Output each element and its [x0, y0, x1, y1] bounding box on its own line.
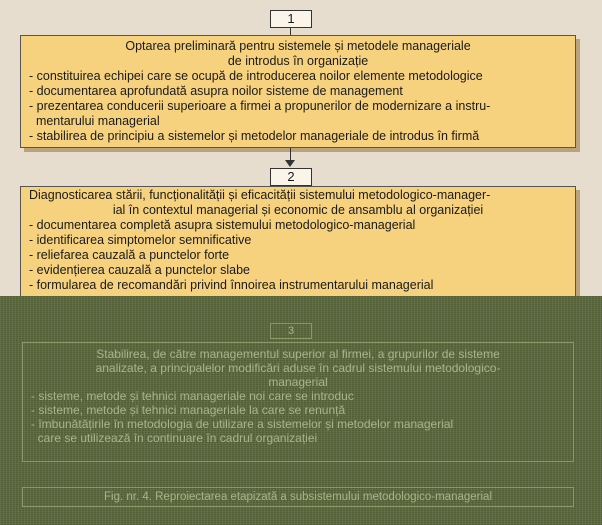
step-3-title-line: managerial — [268, 375, 328, 389]
step-1-item: - constituirea echipei care se ocupă de introducerea noilor elemente metodologice — [29, 69, 483, 83]
step-2-item: - reliefarea cauzală a punctelor forte — [29, 248, 230, 262]
step-3-item: care se utilizează în continuare în cadrul organizației — [31, 431, 318, 445]
step-2-item: - evidențierea cauzală a punctelor slabe — [29, 263, 250, 277]
step-1-item: - documentarea aprofundată asupra noilor sisteme de management — [29, 84, 403, 98]
figure-caption: Fig. nr. 4. Reproiectarea etapizată a subsistemului metodologico-managerial — [22, 487, 574, 507]
step-1-item: mentarului managerial — [29, 114, 160, 128]
step-2-title-line: Diagnosticarea stării, funcționalității și eficacității sistemului metodologico-manager- — [29, 188, 491, 202]
step-3-item: - îmbunătățirile în metodologia de utilizare a sistemelor și metodelor managerial — [31, 417, 454, 431]
step-1-item: - stabilirea de principiu a sistemelor și metodelor manageriale de introdus în firmă — [29, 129, 480, 143]
step-3-title-line: analizate, a principalelor modificări aduse în cadrul sistemului metodologico- — [95, 361, 501, 375]
step-1-title-line: Optarea preliminară pentru sistemele și metodele manageriale — [125, 39, 471, 53]
arrow-down-icon — [285, 160, 295, 167]
step-1-number: 1 — [270, 10, 312, 28]
step-2-item: - formularea de recomandări privind înnoirea instrumentarului managerial — [29, 278, 434, 292]
step-3-box — [22, 342, 574, 462]
step-2-item: - identificarea simptomelor semnificative — [29, 233, 252, 247]
step-1-item: - prezentarea conducerii superioare a firmei a propunerilor de modernizare a instru- — [29, 99, 491, 113]
step-3-number: 3 — [270, 323, 312, 339]
step-2-number: 2 — [270, 168, 312, 186]
step-2-item: - documentarea completă asupra sistemului metodologico-managerial — [29, 218, 416, 232]
connector-line — [290, 27, 291, 35]
step-3-title-line: Stabilirea, de către managementul superior al firmei, a grupurilor de sisteme — [96, 347, 500, 361]
step-2-box — [20, 186, 576, 301]
step-1-title-line: de introdus în organizație — [227, 54, 369, 68]
step-3-item: - sisteme, metode și tehnici manageriale la care se renunță — [31, 403, 346, 417]
step-2-title-line: ial în contextul managerial și economic de ansamblu al organizației — [112, 203, 484, 217]
step-3-item: - sisteme, metode și tehnici manageriale noi care se introduc — [31, 389, 354, 403]
step-1-box — [20, 35, 576, 148]
